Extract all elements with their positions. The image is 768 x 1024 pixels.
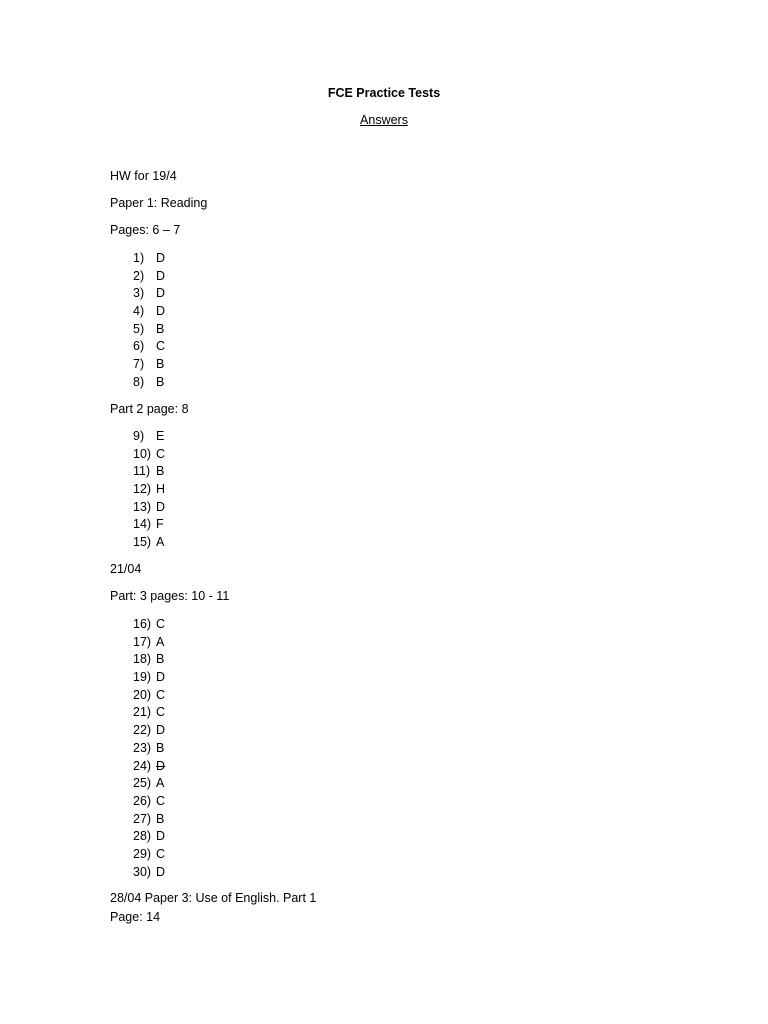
answer-number: 2) bbox=[133, 268, 145, 283]
answer-item bbox=[133, 428, 165, 446]
answer-letter: A bbox=[156, 634, 165, 649]
answer-item bbox=[133, 534, 165, 552]
answer-item bbox=[133, 356, 165, 374]
answer-letter: B bbox=[156, 740, 165, 755]
answer-item bbox=[133, 687, 165, 705]
answer-item bbox=[133, 616, 165, 634]
answer-letter: B bbox=[156, 357, 165, 372]
answer-number: 15) bbox=[133, 535, 152, 550]
part2-heading: Part 2 page: 8 bbox=[110, 402, 189, 416]
answer-number: 5) bbox=[133, 321, 145, 336]
answer-letter: C bbox=[156, 446, 166, 461]
answer-letter: B bbox=[156, 464, 165, 479]
answer-number: 6) bbox=[133, 339, 145, 354]
answer-item bbox=[133, 651, 165, 669]
answer-number: 28) bbox=[133, 829, 152, 844]
answer-item bbox=[133, 250, 165, 268]
answer-letter: D bbox=[156, 758, 166, 773]
answer-number: 8) bbox=[133, 374, 145, 389]
part3-heading: Part: 3 pages: 10 - 11 bbox=[110, 589, 230, 603]
answer-item bbox=[133, 846, 165, 864]
answer-item bbox=[133, 463, 165, 481]
answer-item bbox=[133, 338, 165, 356]
answer-item bbox=[133, 634, 165, 652]
answer-letter: D bbox=[156, 499, 166, 514]
answer-number: 7) bbox=[133, 357, 145, 372]
answer-letter: H bbox=[156, 482, 166, 497]
answer-item bbox=[133, 864, 165, 882]
answer-list-1 bbox=[133, 250, 165, 392]
answer-list-2 bbox=[133, 428, 165, 552]
answer-letter: D bbox=[156, 723, 166, 738]
answer-item bbox=[133, 811, 165, 829]
answer-item bbox=[133, 374, 165, 392]
answer-item bbox=[133, 303, 165, 321]
answer-letter: B bbox=[156, 811, 165, 826]
hw-heading: HW for 19/4 bbox=[110, 169, 177, 183]
answer-letter: D bbox=[156, 864, 166, 879]
answer-number: 16) bbox=[133, 617, 152, 631]
answer-letter: D bbox=[156, 286, 166, 301]
answer-item bbox=[133, 499, 165, 517]
answer-number: 1) bbox=[133, 251, 145, 265]
answer-letter: C bbox=[156, 793, 166, 808]
document-title: FCE Practice Tests bbox=[327, 86, 441, 100]
answer-letter: D bbox=[156, 829, 166, 844]
answer-item bbox=[133, 722, 165, 740]
answer-number: 11) bbox=[133, 464, 151, 479]
answer-letter: D bbox=[156, 251, 166, 265]
answer-number: 20) bbox=[133, 687, 152, 702]
answer-number: 27) bbox=[133, 811, 152, 826]
answer-item bbox=[133, 516, 165, 534]
page14-heading: Page: 14 bbox=[110, 910, 161, 924]
answer-letter: A bbox=[156, 535, 165, 550]
answer-letter: C bbox=[156, 617, 166, 631]
answer-number: 14) bbox=[133, 517, 152, 532]
answer-letter: D bbox=[156, 268, 166, 283]
answer-letter: F bbox=[156, 517, 164, 532]
answer-number: 26) bbox=[133, 793, 152, 808]
paper1-heading: Paper 1: Reading bbox=[110, 196, 208, 210]
pages1-heading: Pages: 6 – 7 bbox=[110, 223, 181, 237]
answer-list-3 bbox=[133, 616, 165, 881]
answer-item bbox=[133, 704, 165, 722]
answer-number: 19) bbox=[133, 670, 152, 685]
answer-number: 18) bbox=[133, 652, 152, 667]
answer-number: 13) bbox=[133, 499, 152, 514]
answer-item bbox=[133, 321, 165, 339]
answer-item bbox=[133, 775, 165, 793]
answer-item bbox=[133, 285, 165, 303]
answer-number: 24) bbox=[133, 758, 152, 773]
answer-item bbox=[133, 758, 165, 776]
answer-letter: E bbox=[156, 429, 165, 443]
answer-letter: C bbox=[156, 705, 166, 720]
answer-letter: D bbox=[156, 304, 166, 319]
answer-item bbox=[133, 481, 165, 499]
answer-number: 12) bbox=[133, 482, 152, 497]
answer-number: 3) bbox=[133, 286, 145, 301]
answer-letter: C bbox=[156, 846, 166, 861]
answer-number: 21) bbox=[133, 705, 152, 720]
answer-item bbox=[133, 740, 165, 758]
answer-number: 22) bbox=[133, 723, 152, 738]
answer-number: 9) bbox=[133, 429, 145, 443]
answer-number: 23) bbox=[133, 740, 152, 755]
answer-letter: B bbox=[156, 374, 165, 389]
answer-letter: B bbox=[156, 652, 165, 667]
answer-item bbox=[133, 446, 165, 464]
answer-item bbox=[133, 828, 165, 846]
answer-number: 4) bbox=[133, 304, 145, 319]
answer-letter: C bbox=[156, 687, 166, 702]
answer-letter: D bbox=[156, 670, 166, 685]
answer-letter: B bbox=[156, 321, 165, 336]
answer-item bbox=[133, 669, 165, 687]
answer-item bbox=[133, 268, 165, 286]
answer-item bbox=[133, 793, 165, 811]
answer-number: 10) bbox=[133, 446, 152, 461]
answer-number: 25) bbox=[133, 776, 152, 791]
answer-letter: C bbox=[156, 339, 166, 354]
paper3-heading: 28/04 Paper 3: Use of English. Part 1 bbox=[110, 891, 317, 905]
answer-number: 17) bbox=[133, 634, 152, 649]
date2-heading: 21/04 bbox=[110, 562, 142, 576]
answer-number: 29) bbox=[133, 846, 152, 861]
document-subtitle: Answers bbox=[360, 113, 408, 127]
answer-letter: A bbox=[156, 776, 165, 791]
answer-number: 30) bbox=[133, 864, 152, 879]
